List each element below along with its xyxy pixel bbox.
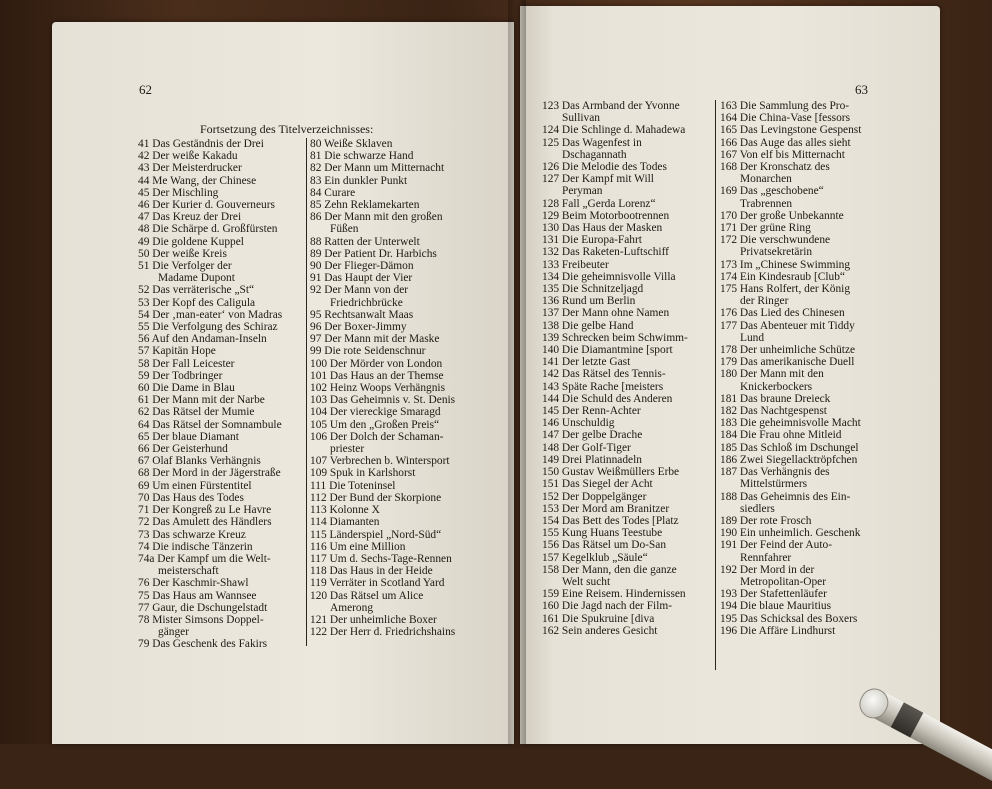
- title-list-entry: 82 Der Mann um Mitternacht: [310, 162, 445, 175]
- title-list-entry: 141 Der letzte Gast: [542, 356, 631, 369]
- title-list-entry: priester: [330, 443, 365, 456]
- title-list-entry: 169 Das „geschobene“: [720, 185, 824, 198]
- title-list-entry: 55 Die Verfolgung des Schiraz: [138, 321, 278, 334]
- title-list-entry: 190 Ein unheimlich. Geschenk: [720, 527, 861, 540]
- title-list-entry: 146 Unschuldig: [542, 417, 615, 430]
- title-list-entry: Lund: [740, 331, 765, 344]
- title-list-entry: 132 Das Raketen-Luftschiff: [542, 246, 669, 259]
- title-list-entry: 157 Kegelklub „Säule“: [542, 551, 648, 564]
- title-list-entry: Metropolitan-Oper: [740, 575, 827, 588]
- title-list-entry: 135 Die Schnitzeljagd: [542, 283, 644, 296]
- title-list-entry: 137 Der Mann ohne Namen: [542, 307, 670, 320]
- title-list-entry: 46 Der Kurier d. Gouverneurs: [138, 199, 275, 212]
- title-list-entry: 70 Das Haus des Todes: [138, 491, 244, 504]
- title-list-entry: 187 Das Verhängnis des: [720, 466, 830, 479]
- title-list-entry: 193 Der Stafettenläufer: [720, 588, 827, 601]
- title-list-entry: Privatsekretärin: [740, 246, 813, 259]
- title-list-entry: 138 Die gelbe Hand: [542, 319, 634, 332]
- title-list-entry: 48 Die Schärpe d. Großfürsten: [138, 223, 278, 236]
- title-list-entry: 120 Das Rätsel um Alice: [310, 589, 424, 602]
- title-list-entry: 130 Das Haus der Masken: [542, 222, 663, 235]
- title-list-entry: 136 Rund um Berlin: [542, 295, 636, 308]
- title-list-entry: 100 Der Mörder von London: [310, 357, 443, 370]
- title-list-entry: der Ringer: [740, 295, 789, 308]
- title-list-entry: Dschagannath: [562, 148, 627, 161]
- title-list-entry: 158 Der Mann, den die ganze: [542, 563, 677, 576]
- column-divider-left: [306, 138, 307, 646]
- title-list-entry: 119 Verräter in Scotland Yard: [310, 577, 445, 590]
- title-list-entry: 62 Das Rätsel der Mumie: [138, 406, 255, 419]
- title-list-entry: 95 Rechtsanwalt Maas: [310, 308, 414, 321]
- title-list-entry: 170 Der große Unbekannte: [720, 209, 844, 222]
- title-list-entry: 57 Kapitän Hope: [138, 345, 216, 358]
- title-list-entry: Welt sucht: [562, 575, 611, 588]
- title-list-entry: 129 Beim Motorbootrennen: [542, 209, 670, 222]
- title-list-entry: 41 Das Geständnis der Drei: [138, 138, 264, 150]
- title-list-entry: 99 Die rote Seidenschnur: [310, 345, 426, 358]
- title-list-entry: 134 Die geheimnisvolle Villa: [542, 270, 676, 283]
- title-list-entry: 44 Me Wang, der Chinese: [138, 174, 257, 187]
- title-list-entry: 67 Olaf Blanks Verhängnis: [138, 455, 261, 468]
- title-list-entry: 161 Die Spukruine [diva: [542, 612, 655, 625]
- page-number-left: 62: [139, 82, 152, 97]
- title-list-entry: 173 Im „Chinese Swimming: [720, 258, 851, 271]
- title-list-entry: 84 Curare: [310, 186, 356, 199]
- title-list-entry: 72 Das Amulett des Händlers: [138, 516, 272, 529]
- continuation-heading: Fortsetzung des Titelverzeichnisses:: [200, 122, 374, 136]
- title-list-entry: 85 Zehn Reklamekarten: [310, 199, 420, 212]
- title-list-entry: 79 Das Geschenk des Fakirs: [138, 638, 268, 651]
- title-list-entry: 78 Mister Simsons Doppel-: [138, 613, 264, 626]
- title-list-entry: 68 Der Mord in der Jägerstraße: [138, 467, 281, 480]
- title-list-entry: 150 Gustav Weißmüllers Erbe: [542, 466, 680, 479]
- title-list-entry: 183 Die geheimnisvolle Macht: [720, 417, 861, 430]
- title-list-entry: 131 Die Europa-Fahrt: [542, 234, 642, 247]
- right-page-column-1: [542, 100, 712, 637]
- title-list-entry: 64 Das Rätsel der Somnambule: [138, 418, 282, 431]
- title-list-entry: 114 Diamanten: [310, 516, 380, 529]
- title-list-entry: 56 Auf den Andaman-Inseln: [138, 333, 267, 346]
- title-list-entry: 154 Das Bett des Todes [Platz: [542, 514, 679, 527]
- title-list-entry: 71 Der Kongreß zu Le Havre: [138, 504, 272, 517]
- page-number-right: 63: [855, 82, 868, 97]
- left-page-column-2: [310, 138, 470, 638]
- title-list-entry: 168 Der Kronschatz des: [720, 161, 830, 174]
- title-list-entry: Monarchen: [740, 173, 792, 186]
- title-list-entry: 160 Die Jagd nach der Film-: [542, 600, 673, 613]
- title-list-entry: 75 Das Haus am Wannsee: [138, 589, 257, 602]
- title-list-entry: 109 Spuk in Karlshorst: [310, 467, 416, 480]
- title-list-entry: 191 Der Feind der Auto-: [720, 539, 832, 552]
- title-list-entry: 104 Der viereckige Smaragd: [310, 406, 441, 419]
- title-list-entry: 103 Das Geheimnis v. St. Denis: [310, 394, 456, 407]
- title-list-entry: 149 Drei Platinnadeln: [542, 453, 642, 466]
- title-list-entry: 194 Die blaue Mauritius: [720, 600, 832, 613]
- title-list-entry: 145 Der Renn-Achter: [542, 405, 641, 418]
- title-list-entry: 102 Heinz Woops Verhängnis: [310, 382, 446, 395]
- title-list-entry: Rennfahrer: [740, 551, 792, 564]
- title-list-entry: 125 Das Wagenfest in: [542, 136, 642, 149]
- title-list-entry: 96 Der Boxer-Jimmy: [310, 321, 407, 334]
- title-list-entry: 148 Der Golf-Tiger: [542, 441, 631, 454]
- title-list-entry: 156 Das Rätsel um Do-San: [542, 539, 667, 552]
- title-list-entry: 165 Das Levingstone Gespenst: [720, 124, 862, 137]
- title-list-entry: 112 Der Bund der Skorpione: [310, 491, 442, 504]
- title-list-entry: 155 Kung Huans Teestube: [542, 527, 663, 540]
- title-list-entry: 179 Das amerikanische Duell: [720, 356, 855, 369]
- title-list-entry: 86 Der Mann mit den großen: [310, 211, 443, 224]
- title-list-entry: 51 Die Verfolger der: [138, 260, 232, 273]
- title-list-entry: 189 Der rote Frosch: [720, 514, 812, 527]
- title-list-entry: 74 Die indische Tänzerin: [138, 540, 253, 553]
- title-list-entry: 101 Das Haus an der Themse: [310, 369, 444, 382]
- title-list-entry: 106 Der Dolch der Schaman-: [310, 430, 444, 443]
- title-list-entry: 117 Um d. Sechs-Tage-Rennen: [310, 552, 452, 565]
- title-list-entry: 140 Die Diamantmine [sport: [542, 344, 673, 357]
- left-page-column-1: [138, 138, 304, 651]
- title-list-entry: 147 Der gelbe Drache: [542, 429, 643, 442]
- title-list-entry: 181 Das braune Dreieck: [720, 392, 831, 405]
- title-list-entry: 123 Das Armband der Yvonne: [542, 100, 680, 112]
- title-list-entry: 50 Der weiße Kreis: [138, 247, 227, 260]
- title-list-entry: 144 Die Schuld des Anderen: [542, 392, 673, 405]
- title-list-entry: 127 Der Kampf mit Will: [542, 173, 654, 186]
- title-list-entry: 184 Die Frau ohne Mitleid: [720, 429, 842, 442]
- title-list-entry: 139 Schrecken beim Schwimm-: [542, 331, 688, 344]
- title-list-entry: Peryman: [562, 185, 603, 198]
- title-list-entry: 159 Eine Reisem. Hindernissen: [542, 588, 686, 601]
- title-list-entry: 105 Um den „Großen Preis“: [310, 418, 440, 431]
- title-list-entry: 65 Der blaue Diamant: [138, 430, 239, 443]
- title-list-entry: Amerong: [330, 601, 374, 614]
- title-list-entry: 186 Zwei Siegellacktröpfchen: [720, 453, 858, 466]
- title-list-entry: 90 Der Flieger-Dämon: [310, 260, 414, 273]
- title-list-entry: 61 Der Mann mit der Narbe: [138, 394, 265, 407]
- title-list-entry: 76 Der Kaschmir-Shawl: [138, 577, 249, 590]
- right-page-column-2: [720, 100, 870, 637]
- title-list-entry: 163 Die Sammlung des Pro-: [720, 100, 850, 112]
- title-list-entry: 174 Ein Kindesraub [Club“: [720, 270, 845, 283]
- title-list-entry: 113 Kolonne X: [310, 504, 380, 517]
- title-list-entry: 83 Ein dunkler Punkt: [310, 174, 408, 187]
- title-list-entry: 176 Das Lied des Chinesen: [720, 307, 845, 320]
- title-list-entry: 111 Die Toteninsel: [310, 479, 396, 492]
- title-list-entry: 185 Das Schloß im Dschungel: [720, 441, 859, 454]
- title-list-entry: 118 Das Haus in der Heide: [310, 565, 433, 578]
- title-list-entry: Madame Dupont: [158, 272, 235, 285]
- title-list-entry: Knickerbockers: [740, 380, 813, 393]
- title-list-entry: 188 Das Geheimnis des Ein-: [720, 490, 851, 503]
- title-list-entry: 182 Das Nachtgespenst: [720, 405, 827, 418]
- title-list-entry: 166 Das Auge das alles sieht: [720, 136, 851, 149]
- title-list-entry: 162 Sein anderes Gesicht: [542, 624, 658, 637]
- title-list-entry: 164 Die China-Vase [fessors: [720, 112, 851, 125]
- title-list-entry: 151 Das Siegel der Acht: [542, 478, 653, 491]
- book-gutter: [508, 0, 526, 744]
- title-list-entry: 133 Freibeuter: [542, 258, 609, 271]
- title-list-entry: 91 Das Haupt der Vier: [310, 272, 413, 285]
- title-list-entry: Friedrichbrücke: [330, 296, 403, 309]
- title-list-entry: Füßen: [330, 223, 359, 236]
- title-list-entry: 45 Der Mischling: [138, 186, 219, 199]
- title-list-entry: 122 Der Herr d. Friedrichshains: [310, 626, 456, 639]
- title-list-entry: Sullivan: [562, 112, 600, 125]
- title-list-entry: 54 Der ‚man-eater‘ von Madras: [138, 308, 283, 321]
- title-list-entry: 126 Die Melodie des Todes: [542, 161, 667, 174]
- title-list-entry: 180 Der Mann mit den: [720, 368, 824, 381]
- title-list-entry: 81 Die schwarze Hand: [310, 150, 414, 163]
- title-list-entry: 52 Das verräterische „St“: [138, 284, 255, 297]
- title-list-entry: 195 Das Schicksal des Boxers: [720, 612, 858, 625]
- title-list-entry: 49 Die goldene Kuppel: [138, 235, 244, 248]
- title-list-entry: 66 Der Geisterhund: [138, 443, 228, 456]
- title-list-entry: 116 Um eine Million: [310, 540, 406, 553]
- title-list-entry: 115 Länderspiel „Nord-Süd“: [310, 528, 442, 541]
- title-list-entry: Trabrennen: [740, 197, 793, 210]
- title-list-entry: 59 Der Todbringer: [138, 369, 223, 382]
- title-list-entry: 69 Um einen Fürstentitel: [138, 479, 252, 492]
- title-list-entry: 175 Hans Rolfert, der König: [720, 283, 851, 296]
- title-list-entry: 43 Der Meisterdrucker: [138, 162, 242, 175]
- title-list-entry: 107 Verbrechen b. Wintersport: [310, 455, 450, 468]
- title-list-entry: 143 Späte Rache [meisters: [542, 380, 664, 393]
- title-list-entry: Mittelstürmers: [740, 478, 808, 491]
- title-list-entry: 172 Die verschwundene: [720, 234, 831, 247]
- title-list-entry: 58 Der Fall Leicester: [138, 357, 235, 370]
- title-list-entry: 88 Ratten der Unterwelt: [310, 235, 420, 248]
- title-list-entry: 74a Der Kampf um die Welt-: [138, 552, 271, 565]
- title-list-entry: 92 Der Mann von der: [310, 284, 409, 297]
- title-list-entry: 47 Das Kreuz der Drei: [138, 211, 242, 224]
- title-list-entry: 124 Die Schlinge d. Mahadewa: [542, 124, 686, 137]
- title-list-entry: 153 Der Mord am Branitzer: [542, 502, 670, 515]
- title-list-entry: 171 Der grüne Ring: [720, 222, 811, 235]
- title-list-entry: 53 Der Kopf des Caligula: [138, 296, 256, 309]
- title-list-entry: 77 Gaur, die Dschungelstadt: [138, 601, 268, 614]
- title-list-entry: 80 Weiße Sklaven: [310, 138, 393, 150]
- title-list-entry: 97 Der Mann mit der Maske: [310, 333, 440, 346]
- title-list-entry: 142 Das Rätsel des Tennis-: [542, 368, 666, 381]
- title-list-entry: 89 Der Patient Dr. Harbichs: [310, 247, 437, 260]
- title-list-entry: 152 Der Doppelgänger: [542, 490, 647, 503]
- title-list-entry: 192 Der Mord in der: [720, 563, 815, 576]
- title-list-entry: 196 Die Affäre Lindhurst: [720, 624, 836, 637]
- title-list-entry: meisterschaft: [158, 565, 219, 578]
- title-list-entry: 177 Das Abenteuer mit Tiddy: [720, 319, 855, 332]
- title-list-entry: 121 Der unheimliche Boxer: [310, 613, 437, 626]
- title-list-entry: 60 Die Dame in Blau: [138, 382, 235, 395]
- title-list-entry: 128 Fall „Gerda Lorenz“: [542, 197, 656, 210]
- title-list-entry: 73 Das schwarze Kreuz: [138, 528, 246, 541]
- title-list-entry: gänger: [158, 626, 189, 639]
- title-list-entry: 178 Der unheimliche Schütze: [720, 344, 856, 357]
- title-list-entry: 42 Der weiße Kakadu: [138, 150, 238, 163]
- title-list-entry: siedlers: [740, 502, 775, 515]
- column-divider-right: [715, 100, 716, 670]
- title-list-entry: 167 Von elf bis Mitternacht: [720, 148, 845, 161]
